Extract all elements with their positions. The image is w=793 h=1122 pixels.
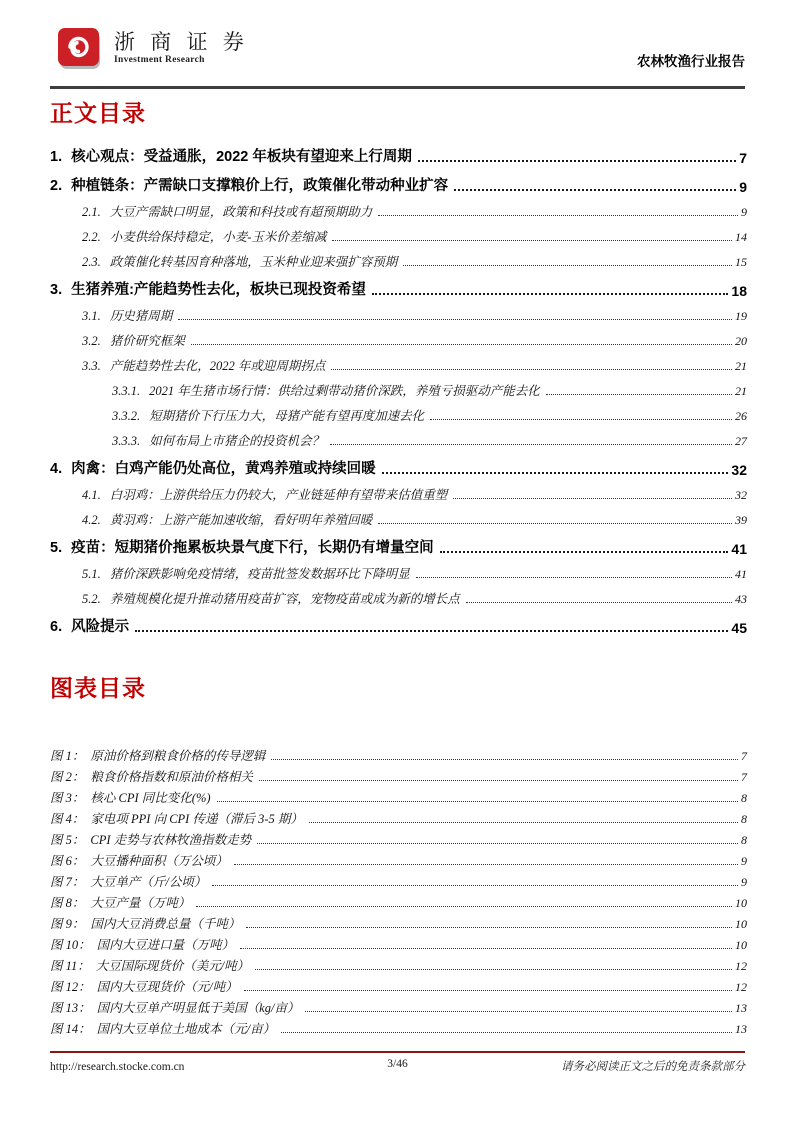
toc-item-label: 5.2. 养殖规模化提升推动猪用疫苗扩容，宠物疫苗或成为新的增长点 bbox=[82, 592, 460, 606]
figure-item-label: 图 5： CPI 走势与农林牧渔指数走势 bbox=[50, 833, 252, 847]
toc-item-page: 15 bbox=[735, 255, 747, 269]
figure-item-number: 图 14： bbox=[50, 1022, 91, 1036]
toc-item-page: 21 bbox=[735, 359, 747, 373]
dot-leader bbox=[332, 240, 732, 241]
toc-item[interactable] bbox=[50, 453, 747, 478]
toc-item-label: 3.2. 猪价研究框架 bbox=[82, 334, 185, 348]
toc-item-label: 3.1. 历史猪周期 bbox=[82, 309, 173, 323]
figure-item[interactable] bbox=[50, 911, 747, 932]
toc-item-label: 2.1. 大豆产需缺口明显，政策和科技或有超预期助力 bbox=[82, 205, 373, 219]
dot-leader bbox=[217, 801, 738, 802]
toc-item[interactable] bbox=[50, 299, 747, 324]
figure-item[interactable] bbox=[50, 1016, 747, 1037]
figure-item-number: 图 1： bbox=[50, 749, 85, 763]
figure-item-page: 13 bbox=[735, 1022, 747, 1036]
figure-item-number: 图 4： bbox=[50, 812, 85, 826]
dot-leader bbox=[271, 759, 738, 760]
figure-item-label: 图 8： 大豆产量（万吨） bbox=[50, 896, 191, 910]
figure-item[interactable] bbox=[50, 764, 747, 785]
figure-item-label: 图 10： 国内大豆进口量（万吨） bbox=[50, 938, 235, 952]
figure-item-number: 图 6： bbox=[50, 854, 85, 868]
page-content bbox=[50, 98, 747, 1037]
figure-item-label: 图 13： 国内大豆单产明显低于美国（kg/亩） bbox=[50, 1001, 300, 1015]
figure-item[interactable] bbox=[50, 848, 747, 869]
dot-leader bbox=[178, 319, 732, 320]
toc-item[interactable] bbox=[50, 557, 747, 582]
toc-item-number: 2.3. bbox=[82, 255, 101, 269]
dot-leader bbox=[440, 551, 729, 553]
dot-leader bbox=[212, 885, 738, 886]
logo-name-cn: 浙 商 证 券 bbox=[114, 30, 249, 55]
dot-leader bbox=[281, 1032, 732, 1033]
toc-item[interactable] bbox=[50, 220, 747, 245]
figure-item-page: 7 bbox=[741, 749, 747, 763]
dot-leader bbox=[259, 780, 738, 781]
dot-leader bbox=[403, 265, 732, 266]
figure-item-page: 10 bbox=[735, 917, 747, 931]
dot-leader bbox=[330, 444, 732, 445]
figure-item-label: 图 2： 粮食价格指数和原油价格相关 bbox=[50, 770, 253, 784]
figure-item-page: 12 bbox=[735, 980, 747, 994]
toc-item-page: 32 bbox=[735, 488, 747, 502]
figure-item-page: 10 bbox=[735, 938, 747, 952]
dot-leader bbox=[453, 498, 732, 499]
dot-leader bbox=[257, 843, 738, 844]
toc-item-number: 6. bbox=[50, 619, 63, 635]
dot-leader bbox=[372, 293, 729, 295]
toc-item-page: 19 bbox=[735, 309, 747, 323]
toc-item-page: 39 bbox=[735, 513, 747, 527]
figure-item-number: 图 7： bbox=[50, 875, 85, 889]
figure-item[interactable] bbox=[50, 995, 747, 1016]
toc-item-number: 3.3.3. bbox=[112, 434, 141, 448]
dot-leader bbox=[255, 969, 732, 970]
dot-leader bbox=[546, 394, 732, 395]
dot-leader bbox=[454, 189, 736, 191]
page-header bbox=[56, 26, 745, 72]
toc-item-number: 3. bbox=[50, 282, 63, 298]
logo-name-en: Investment Research bbox=[114, 55, 205, 66]
toc-item[interactable] bbox=[50, 399, 747, 424]
dot-leader bbox=[466, 602, 732, 603]
toc-item-page: 20 bbox=[735, 334, 747, 348]
dot-leader bbox=[234, 864, 738, 865]
figure-item-page: 7 bbox=[741, 770, 747, 784]
figure-item-number: 图 5： bbox=[50, 833, 85, 847]
toc-item[interactable] bbox=[50, 170, 747, 195]
figure-item-page: 9 bbox=[741, 854, 747, 868]
figure-item-number: 图 12： bbox=[50, 980, 91, 994]
figure-item-label: 图 11： 大豆国际现货价（美元/吨） bbox=[50, 959, 250, 973]
toc-item-number: 4. bbox=[50, 461, 63, 477]
toc-item-label: 5. 疫苗：短期猪价拖累板块景气度下行，长期仍有增量空间 bbox=[50, 540, 434, 556]
figure-item-label: 图 7： 大豆单产（斤/公顷） bbox=[50, 875, 207, 889]
toc-item-label: 3. 生猪养殖:产能趋势性去化，板块已现投资希望 bbox=[50, 282, 366, 298]
footer-url[interactable]: http://research.stocke.com.cn bbox=[50, 1061, 185, 1073]
figure-item[interactable] bbox=[50, 785, 747, 806]
figure-item-label: 图 1： 原油价格到粮食价格的传导逻辑 bbox=[50, 749, 266, 763]
figure-item-number: 图 10： bbox=[50, 938, 91, 952]
dot-leader bbox=[309, 822, 738, 823]
toc-item-page: 27 bbox=[735, 434, 747, 448]
toc-item[interactable] bbox=[50, 274, 747, 299]
toc-item[interactable] bbox=[50, 374, 747, 399]
figure-item-page: 8 bbox=[741, 791, 747, 805]
toc-item-page: 45 bbox=[731, 620, 747, 636]
footer-rule bbox=[50, 1051, 745, 1053]
toc-item-number: 5. bbox=[50, 540, 63, 556]
figure-index-title: 图表目录 bbox=[50, 675, 146, 701]
figure-item-label: 图 4： 家电项 PPI 向 CPI 传递（滞后 3-5 期） bbox=[50, 812, 303, 826]
toc-item-page: 18 bbox=[731, 283, 747, 299]
figure-item-page: 13 bbox=[735, 1001, 747, 1015]
dot-leader bbox=[416, 577, 732, 578]
dot-leader bbox=[196, 906, 732, 907]
toc-item-page: 9 bbox=[741, 205, 747, 219]
toc-item-number: 2. bbox=[50, 178, 63, 194]
dot-leader bbox=[430, 419, 732, 420]
toc-item-number: 3.3. bbox=[82, 359, 101, 373]
toc-item-number: 5.1. bbox=[82, 567, 101, 581]
dot-leader bbox=[240, 948, 732, 949]
toc-item[interactable] bbox=[50, 141, 747, 166]
footer-page-number: 3/46 bbox=[387, 1058, 408, 1070]
toc-item[interactable] bbox=[50, 611, 747, 636]
figure-item[interactable] bbox=[50, 827, 747, 848]
figure-item-number: 图 8： bbox=[50, 896, 85, 910]
dot-leader bbox=[246, 927, 732, 928]
toc-list bbox=[50, 141, 747, 636]
figure-item-label: 图 6： 大豆播种面积（万公顷） bbox=[50, 854, 228, 868]
dot-leader bbox=[378, 215, 738, 216]
toc-item-label: 4.1. 白羽鸡：上游供给压力仍较大，产业链延伸有望带来估值重塑 bbox=[82, 488, 448, 502]
figure-list bbox=[50, 743, 747, 1037]
toc-item-page: 41 bbox=[731, 541, 747, 557]
toc-item[interactable] bbox=[50, 478, 747, 503]
figure-item-number: 图 11： bbox=[50, 959, 90, 973]
figure-item[interactable] bbox=[50, 743, 747, 764]
dot-leader bbox=[382, 472, 729, 474]
figure-item-page: 8 bbox=[741, 833, 747, 847]
figure-item-label: 图 12： 国内大豆现货价（元/吨） bbox=[50, 980, 238, 994]
toc-item-number: 3.3.2. bbox=[112, 409, 141, 423]
toc-item-number: 3.1. bbox=[82, 309, 101, 323]
dot-leader bbox=[418, 160, 736, 162]
footer-disclaimer: 请务必阅读正文之后的免责条款部分 bbox=[561, 1061, 745, 1073]
figure-item-label: 图 3： 核心 CPI 同比变化(%) bbox=[50, 791, 211, 805]
dot-leader bbox=[305, 1011, 732, 1012]
report-type-label: 农林牧渔行业报告 bbox=[637, 54, 745, 69]
toc-item-number: 4.1. bbox=[82, 488, 101, 502]
toc-item-page: 14 bbox=[735, 230, 747, 244]
toc-item-label: 2. 种植链条：产需缺口支撑粮价上行，政策催化带动种业扩容 bbox=[50, 178, 449, 194]
dot-leader bbox=[191, 344, 732, 345]
toc-item-number: 4.2. bbox=[82, 513, 101, 527]
figure-item[interactable] bbox=[50, 806, 747, 827]
toc-item[interactable] bbox=[50, 324, 747, 349]
toc-item[interactable] bbox=[50, 195, 747, 220]
figure-item[interactable] bbox=[50, 869, 747, 890]
company-logo bbox=[56, 26, 249, 72]
toc-item-page: 7 bbox=[739, 150, 747, 166]
toc-item-label: 1. 核心观点：受益通胀，2022 年板块有望迎来上行周期 bbox=[50, 149, 412, 165]
toc-item-page: 21 bbox=[735, 384, 747, 398]
toc-item-label: 5.1. 猪价深跌影响免疫情绪，疫苗批签发数据环比下降明显 bbox=[82, 567, 410, 581]
figure-item-page: 8 bbox=[741, 812, 747, 826]
figure-item-page: 12 bbox=[735, 959, 747, 973]
toc-item-label: 4. 肉禽：白鸡产能仍处高位，黄鸡养殖或持续回暖 bbox=[50, 461, 376, 477]
figure-item-page: 9 bbox=[741, 875, 747, 889]
toc-item-page: 32 bbox=[731, 462, 747, 478]
dot-leader bbox=[135, 630, 728, 632]
toc-item-number: 3.3.1. bbox=[112, 384, 141, 398]
figure-item-number: 图 13： bbox=[50, 1001, 91, 1015]
toc-title: 正文目录 bbox=[50, 100, 146, 126]
toc-item-label: 3.3. 产能趋势性去化，2022 年或迎周期拐点 bbox=[82, 359, 326, 373]
toc-item-number: 2.1. bbox=[82, 205, 101, 219]
toc-item-number: 1. bbox=[50, 149, 63, 165]
figure-item-number: 图 3： bbox=[50, 791, 85, 805]
dot-leader bbox=[244, 990, 732, 991]
dot-leader bbox=[378, 523, 732, 524]
toc-item-page: 43 bbox=[735, 592, 747, 606]
figure-item[interactable] bbox=[50, 974, 747, 995]
toc-item[interactable] bbox=[50, 349, 747, 374]
toc-item[interactable] bbox=[50, 424, 747, 449]
figure-item[interactable] bbox=[50, 932, 747, 953]
zheshang-logo-icon bbox=[56, 26, 104, 72]
toc-item-label: 6. 风险提示 bbox=[50, 619, 130, 635]
toc-item-page: 26 bbox=[735, 409, 747, 423]
figure-item-number: 图 9： bbox=[50, 917, 85, 931]
toc-item-number: 5.2. bbox=[82, 592, 101, 606]
dot-leader bbox=[331, 369, 732, 370]
toc-item-page: 9 bbox=[739, 179, 747, 195]
header-rule bbox=[50, 86, 745, 89]
toc-item[interactable] bbox=[50, 245, 747, 270]
toc-item[interactable] bbox=[50, 532, 747, 557]
figure-item-page: 10 bbox=[735, 896, 747, 910]
figure-item-label: 图 9： 国内大豆消费总量（千吨） bbox=[50, 917, 241, 931]
toc-item-label: 2.2. 小麦供给保持稳定，小麦-玉米价差缩减 bbox=[82, 230, 327, 244]
toc-item-number: 3.2. bbox=[82, 334, 101, 348]
toc-item-label: 4.2. 黄羽鸡：上游产能加速收缩，看好明年养殖回暖 bbox=[82, 513, 373, 527]
page-footer bbox=[50, 1058, 745, 1074]
figure-item-number: 图 2： bbox=[50, 770, 85, 784]
figure-item[interactable] bbox=[50, 890, 747, 911]
toc-item[interactable] bbox=[50, 582, 747, 607]
toc-item-number: 2.2. bbox=[82, 230, 101, 244]
toc-item-label: 3.3.2. 短期猪价下行压力大，母猪产能有望再度加速去化 bbox=[112, 409, 425, 423]
toc-item-page: 41 bbox=[735, 567, 747, 581]
figure-item[interactable] bbox=[50, 953, 747, 974]
toc-item-label: 2.3. 政策催化转基因育种落地，玉米种业迎来强扩容预期 bbox=[82, 255, 398, 269]
toc-item-label: 3.3.1. 2021 年生猪市场行情：供给过剩带动猪价深跌，养殖亏损驱动产能去化 bbox=[112, 384, 540, 398]
toc-item-label: 3.3.3. 如何布局上市猪企的投资机会？ bbox=[112, 434, 325, 448]
toc-item[interactable] bbox=[50, 503, 747, 528]
figure-item-label: 图 14： 国内大豆单位土地成本（元/亩） bbox=[50, 1022, 276, 1036]
